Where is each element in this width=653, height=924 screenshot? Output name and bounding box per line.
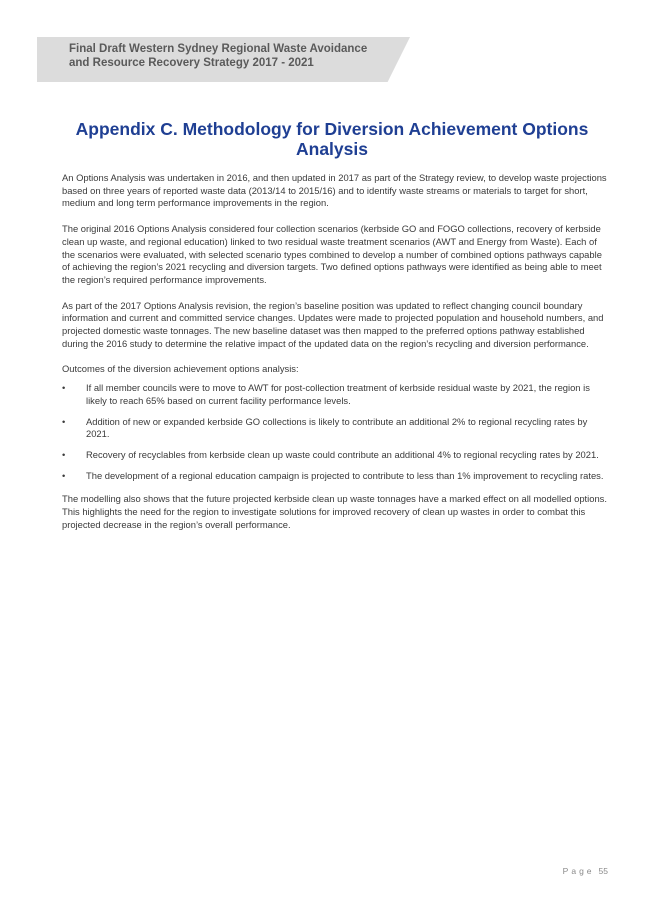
title-line-1: Appendix C. Methodology for Diversion Achievement Options: [75, 119, 589, 139]
document-header: [69, 42, 399, 70]
page-title: [62, 119, 602, 159]
paragraph-original-analysis: The original 2016 Options Analysis considered four collection scenarios (kerbside GO and FOGO collections, recovery of kerbside clean up waste, and regional education) linked to two residual waste treatment scenarios (AWT and Energy from Waste). Each of the scenarios were evaluated, with selected scenario types combined to develop a number of combined options pathways capable of achieving the region’s 2021 recycling and diversion targets. Two defined options pathways were identified as being able to meet the region’s required performance improvements.: [62, 223, 602, 285]
header-line-1: Final Draft Western Sydney Regional Waste Avoidance: [69, 43, 368, 55]
outcomes-list: [62, 382, 610, 482]
bullet-icon: •: [62, 469, 66, 481]
paragraph-closing: The modelling also shows that the future projected kerbside clean up waste tonnages have a marked effect on all modelled options. This highlights the need for the region to investigate solutions for improved recovery of clean up wastes in order to combat this projected decrease in the region’s overall performance.: [62, 493, 607, 530]
outcomes-lead: Outcomes of the diversion achievement options analysis:: [62, 363, 299, 375]
bullet-icon: •: [62, 415, 66, 427]
list-item-text: Addition of new or expanded kerbside GO collections is likely to contribute an additional 2% to regional recycling rates by 2021.: [86, 415, 588, 440]
page-footer: [563, 866, 608, 876]
list-item: [62, 382, 610, 407]
list-item-text: The development of a regional education campaign is projected to contribute to less than 1% improvement to recycling rates.: [86, 469, 604, 481]
header-line-2: and Resource Recovery Strategy 2017 - 2021: [69, 57, 314, 69]
bullet-icon: •: [62, 448, 66, 460]
list-item: [62, 470, 610, 483]
page-label: Page: [562, 866, 595, 876]
list-item: [62, 449, 610, 462]
paragraph-revision: As part of the 2017 Options Analysis revision, the region’s baseline position was updated to reflect changing council boundary information and current and committed service changes. Updates were made to projected population and household numbers, and projected domestic waste tonnages. The new baseline dataset was then mapped to the preferred options pathway established during the 2016 study to determine the relative impact of the updated data on the region’s recycling and diversion performance.: [62, 299, 604, 349]
title-line-2: Analysis: [296, 139, 368, 159]
list-item-text: If all member councils were to move to AWT for post-collection treatment of kerbside residual waste by 2021, the region is likely to reach 65% based on current facility performance levels.: [86, 382, 590, 406]
list-item: [62, 416, 610, 441]
list-item-text: Recovery of recyclables from kerbside clean up waste could contribute an additional 4% to regional recycling rates by 2021.: [86, 448, 599, 460]
bullet-icon: •: [62, 382, 66, 394]
document-body: [62, 172, 610, 544]
paragraph-intro: An Options Analysis was undertaken in 2016, and then updated in 2017 as part of the Strategy review, to develop waste projections based on three years of reported waste data (2013/14 to 2015/16) and to identify waste streams or materials to target for short, medium and long term performance improvements in the region.: [62, 172, 607, 209]
page-number: 55: [598, 866, 608, 876]
